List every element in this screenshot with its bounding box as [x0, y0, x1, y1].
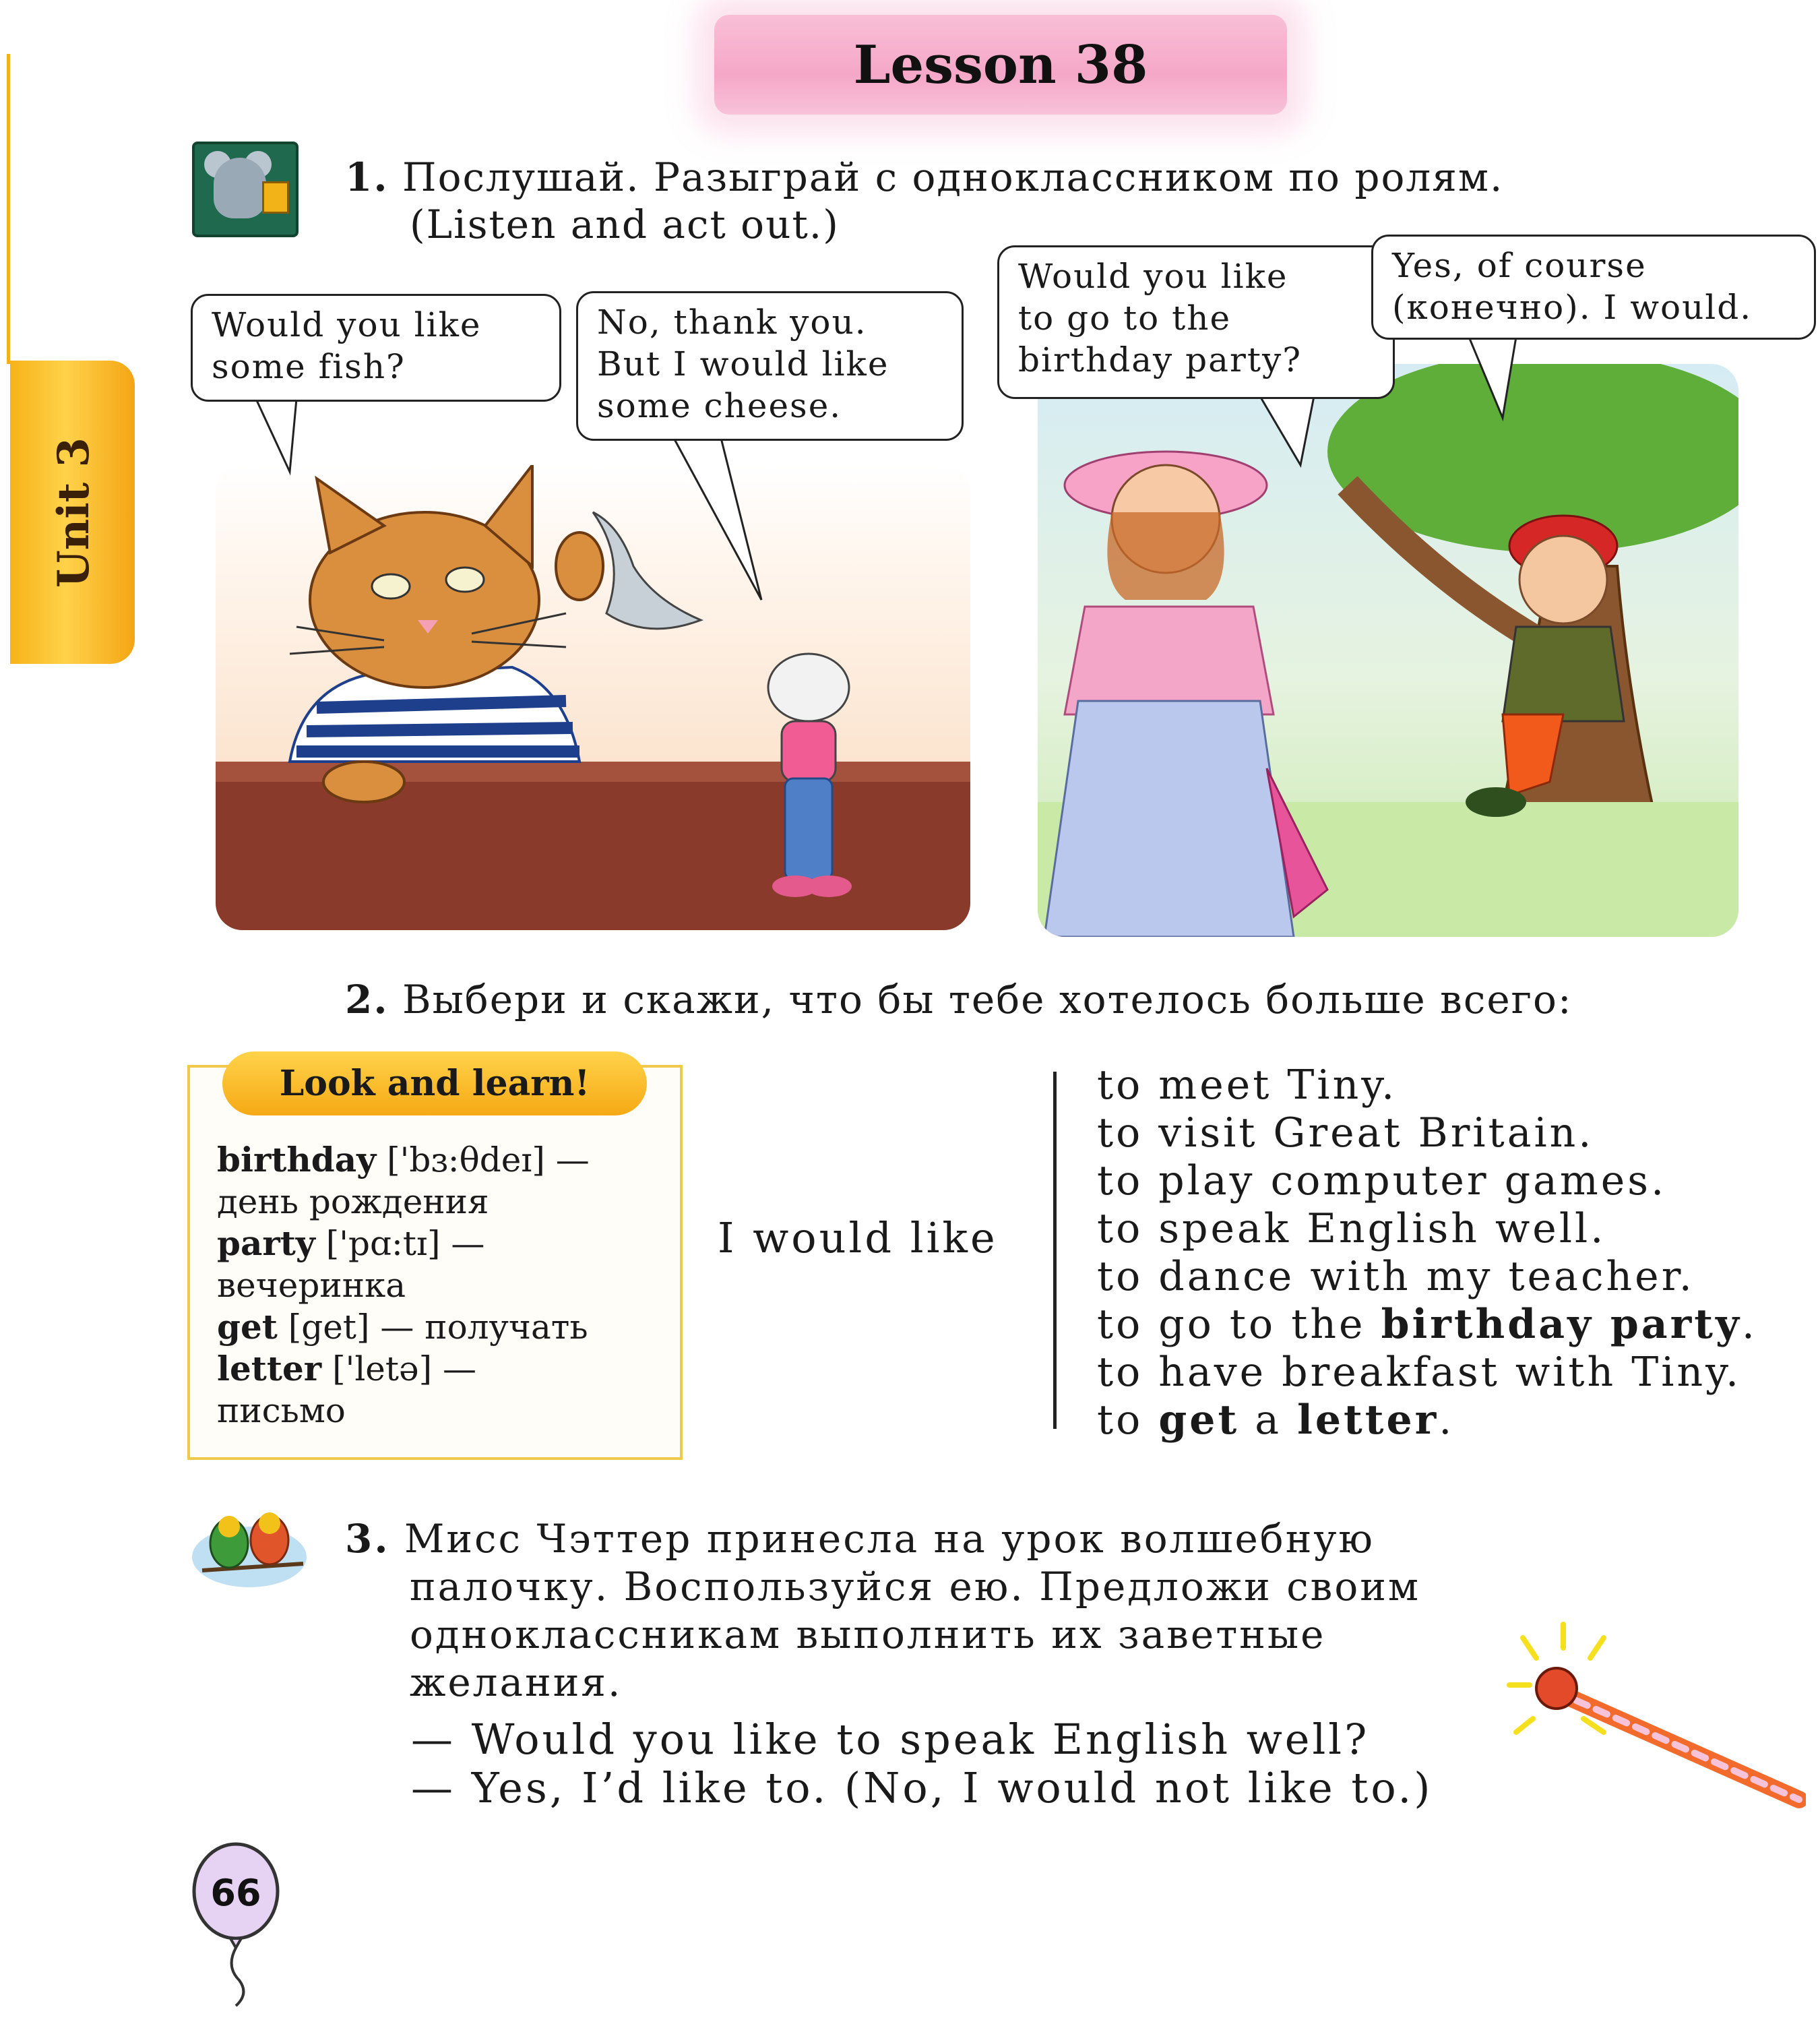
exercise3-number: 3. [345, 1516, 390, 1562]
choice-text: to speak English well. [1097, 1205, 1606, 1252]
choice-item [1097, 1109, 1757, 1157]
bubble-line: birthday party? [1018, 340, 1303, 379]
birds-icon-bg [192, 1527, 307, 1587]
choice-text: a [1239, 1397, 1298, 1444]
choice-item [1097, 1253, 1757, 1301]
vocab-dash: — [443, 1349, 476, 1388]
vocab-transcription: ['letə] [332, 1349, 433, 1388]
vocab-entry-party [217, 1223, 484, 1264]
vocab-translation: вечеринка [217, 1266, 406, 1305]
page-number: 66 [210, 1871, 261, 1914]
bubble-line: Would you like [1018, 257, 1288, 296]
vocab-dash: — [380, 1308, 414, 1347]
bubble-tail-boy [1469, 337, 1516, 418]
exercise1-number: 1. [345, 154, 389, 200]
exercise3-dialog [411, 1715, 1433, 1812]
balloon-knot [230, 1938, 241, 1948]
bubble-line: some fish? [212, 347, 406, 386]
magic-wand-icon [1503, 1618, 1806, 1813]
speech-bubble-cat [191, 294, 561, 402]
wand-tip [1536, 1668, 1577, 1709]
vocab-transcription: [get] [288, 1308, 370, 1347]
exercise2-instruction-text: Выбери и скажи, что бы тебе хотелось больше всего: [402, 977, 1573, 1022]
lesson-title: Lesson 38 [853, 34, 1148, 96]
vocab-entry-letter [217, 1348, 476, 1390]
choice-divider [1053, 1072, 1057, 1429]
choice-item [1097, 1062, 1757, 1109]
vocab-entry-birthday [217, 1139, 590, 1181]
bubble-line: Would you like [212, 305, 482, 344]
exercise3-line [345, 1515, 1420, 1563]
choice-item [1097, 1205, 1757, 1253]
choice-item [1097, 1157, 1757, 1205]
exercise3-line: палочку. Воспользуйся ею. Предложи своим [410, 1564, 1421, 1610]
vocab-word: birthday [217, 1140, 377, 1180]
vocab-word: letter [217, 1349, 322, 1388]
birds-icon-head-left [218, 1516, 240, 1537]
dialog-line: — Would you like to speak English well? [411, 1715, 1370, 1764]
choice-text: . [1439, 1397, 1455, 1444]
choice-text: . [1741, 1301, 1757, 1348]
dialog-line: — Yes, I’d like to. (No, I would not like to.) [411, 1763, 1433, 1812]
vocab-word: get [217, 1307, 278, 1347]
look-and-learn-title: Look and learn! [279, 1063, 590, 1104]
bubble-tail-mouse [674, 438, 761, 600]
choice-item [1097, 1301, 1757, 1349]
vocab-translation: день рождения [217, 1182, 489, 1221]
choice-item [1097, 1397, 1757, 1444]
vocab-word: party [217, 1223, 315, 1263]
exercise3-line-text: Мисс Чэттер принесла на урок волшебную [404, 1516, 1375, 1562]
exercise1-instruction-en: (Listen and act out.) [410, 202, 840, 247]
bubble-line: No, thank you. [597, 303, 867, 342]
vocab-entry-get [217, 1306, 588, 1348]
unit-label: Unit 3 [49, 437, 100, 588]
exercise3-line: желания. [410, 1659, 623, 1705]
exercise3-text [345, 1515, 1420, 1707]
vocab-translation: получать [425, 1308, 588, 1347]
wand-stripes [1557, 1692, 1799, 1800]
speech-bubble-mouse [576, 291, 964, 441]
exercise3-line: одноклассникам выполнить их заветные [410, 1612, 1326, 1657]
choice-text: to meet Tiny. [1097, 1062, 1398, 1109]
bubble-line: Yes, of course [1392, 246, 1647, 285]
choice-text: to [1097, 1397, 1159, 1444]
choice-item [1097, 1349, 1757, 1397]
choice-bold: get [1158, 1397, 1240, 1444]
speech-bubble-girl [997, 245, 1395, 399]
vocab-translation: письмо [217, 1391, 346, 1430]
choice-text: to play computer games. [1097, 1157, 1667, 1204]
balloon-string [232, 1948, 244, 2006]
vocab-dash: — [555, 1140, 590, 1180]
birds-icon-head-right [259, 1512, 280, 1534]
exercise2-number: 2. [345, 977, 389, 1022]
vocab-transcription: ['pɑ:tɪ] [325, 1224, 441, 1263]
bubble-line: some cheese. [597, 386, 842, 425]
bubble-line: to go to the [1018, 299, 1232, 338]
sentence-stem: I would like [718, 1213, 998, 1262]
bubble-line: (конечно). I would. [1392, 288, 1753, 327]
bubble-tail-girl [1260, 396, 1314, 465]
vocab-transcription: ['bɜ:θdeɪ] [387, 1140, 545, 1180]
choice-text: to visit Great Britain. [1097, 1109, 1594, 1157]
vocab-dash: — [451, 1224, 485, 1263]
choice-text: to dance with my teacher. [1097, 1253, 1695, 1300]
speech-bubble-boy [1371, 235, 1816, 340]
choice-bold: birthday party [1381, 1301, 1742, 1348]
choice-text: to have breakfast with Tiny. [1097, 1349, 1742, 1396]
exercise1-instruction-ru: Послушай. Разыграй с одноклассником по ролям. [402, 154, 1504, 200]
bubble-tail-cat [256, 399, 296, 472]
birds-icon [189, 1496, 310, 1591]
choice-bold: letter [1297, 1397, 1439, 1444]
choice-list [1097, 1062, 1757, 1444]
bubble-line: But I would like [597, 344, 889, 384]
choice-text: to go to the [1097, 1301, 1381, 1348]
look-and-learn-badge [222, 1051, 647, 1115]
exercise2-instruction [345, 976, 1573, 1023]
